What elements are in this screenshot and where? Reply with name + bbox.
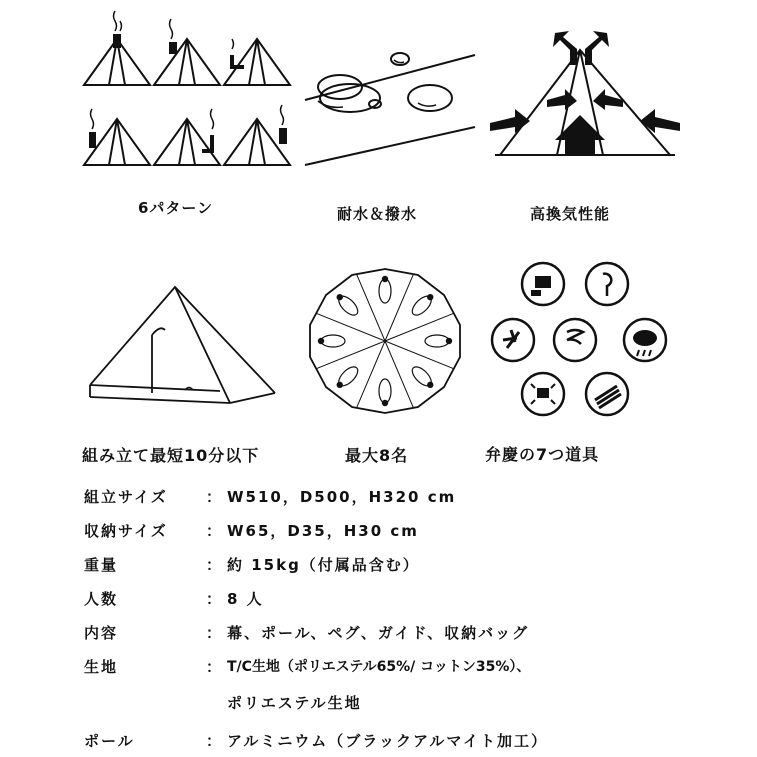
spec-colon: ： bbox=[206, 556, 224, 574]
tent-patterns-icon bbox=[70, 5, 300, 175]
spec-label: ポール bbox=[84, 732, 135, 750]
feature-6-patterns bbox=[70, 5, 300, 230]
feature-quick-setup bbox=[80, 275, 290, 475]
spec-label: 収納サイズ bbox=[84, 522, 168, 540]
spec-label: 内容 bbox=[84, 624, 119, 642]
ventilation-icon bbox=[485, 5, 685, 175]
spec-row-pole bbox=[84, 730, 684, 754]
feature-label: 高換気性能 bbox=[530, 205, 611, 223]
spec-label: 人数 bbox=[84, 590, 119, 608]
spec-value: アルミニウム（ブラックアルマイト加工） bbox=[227, 732, 549, 750]
spec-row-contents bbox=[84, 622, 684, 646]
sleeping-bag bbox=[321, 335, 345, 347]
water-droplets-icon bbox=[300, 5, 480, 175]
spec-row-storage-size bbox=[84, 520, 684, 544]
sleeper-head bbox=[427, 382, 433, 388]
spec-row-weight bbox=[84, 554, 684, 578]
spec-colon: ： bbox=[206, 658, 224, 676]
feature-label: 組み立て最短10分以下 bbox=[82, 446, 260, 465]
spec-material-continuation: ポリエステル生地 bbox=[227, 694, 362, 712]
sleeping-layout-icon bbox=[300, 265, 470, 415]
sleeping-bag bbox=[379, 379, 391, 403]
tools-icon bbox=[485, 262, 685, 422]
feature-ventilation bbox=[485, 5, 685, 230]
feature-water-resistant bbox=[300, 5, 480, 230]
spec-value: W510，D500，H320 cm bbox=[227, 488, 457, 506]
spec-value: 約 15kg（付属品含む） bbox=[227, 556, 420, 574]
feature-label: 最大8名 bbox=[345, 446, 409, 465]
sleeper-head bbox=[382, 276, 388, 282]
sleeper-head bbox=[337, 382, 343, 388]
spec-value: 幕、ポール、ペグ、ガイド、収納バッグ bbox=[227, 624, 530, 642]
spec-value: T/C生地（ポリエステル65%/ コットン35%）、 bbox=[227, 659, 531, 675]
feature-7-tools bbox=[485, 262, 685, 475]
feature-label: 弁慶の7つ道具 bbox=[485, 445, 600, 464]
spec-colon: ： bbox=[206, 732, 224, 750]
spec-colon: ： bbox=[206, 590, 224, 608]
spec-value: 8 人 bbox=[227, 590, 264, 608]
sleeping-bag bbox=[379, 279, 391, 303]
spec-colon: ： bbox=[206, 522, 224, 540]
spec-value: W65，D35，H30 cm bbox=[227, 522, 419, 540]
feature-max-8 bbox=[300, 265, 470, 475]
tent-setup-icon bbox=[80, 275, 290, 415]
feature-label: 6パターン bbox=[138, 199, 214, 217]
spec-label: 生地 bbox=[84, 658, 119, 676]
sleeping-bag bbox=[425, 335, 449, 347]
sleeper-head bbox=[446, 338, 452, 344]
sleeper-head bbox=[318, 338, 324, 344]
spec-colon: ： bbox=[206, 488, 224, 506]
spec-colon: ： bbox=[206, 624, 224, 642]
spec-row-capacity bbox=[84, 588, 684, 612]
spec-row-assembled-size bbox=[84, 486, 684, 510]
spec-label: 組立サイズ bbox=[84, 488, 168, 506]
feature-label: 耐水＆撥水 bbox=[337, 205, 418, 223]
sleeper-head bbox=[427, 294, 433, 300]
spec-label: 重量 bbox=[84, 556, 119, 574]
sleeper-head bbox=[382, 400, 388, 406]
sleeper-head bbox=[337, 294, 343, 300]
spec-row-material bbox=[84, 656, 684, 680]
